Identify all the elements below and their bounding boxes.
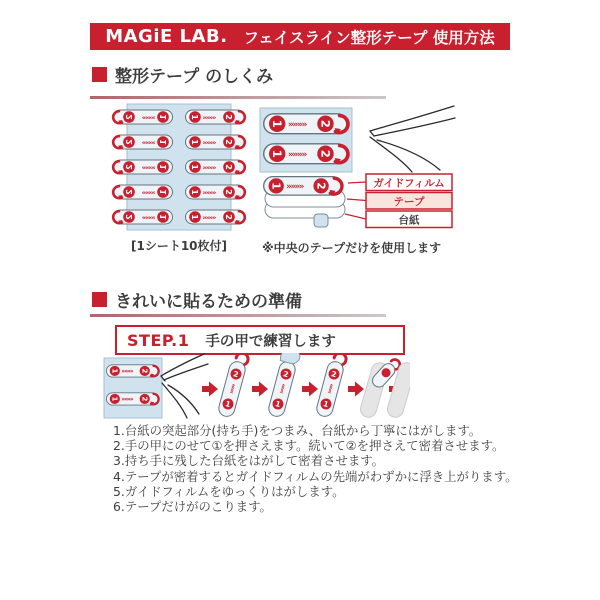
hand-illustration [370,106,455,172]
section2-divider [90,314,386,317]
tape-sheet-diagram [103,101,255,235]
header-bar [90,23,510,50]
section2-heading [92,287,302,312]
step-tape-peeled [217,353,249,418]
step1-title: 手の甲で練習します [205,333,336,350]
section1-title: 整形テープ のしくみ [115,67,274,87]
step-tape-flap [265,353,301,418]
layer-structure-diagram [258,104,456,236]
instruction-line: 4.テープが密着するとガイドフィルムの先端がわずかに浮き上がります。 [113,468,518,484]
instruction-line: 5.ガイドフィルムをゆっくりはがします。 [113,483,345,499]
label-tape: テープ [393,196,425,208]
backing-tab [314,214,328,227]
instruction-line: 6.テープだけがのこります。 [113,499,272,515]
step1-label: STEP.1 [127,330,190,350]
exploded-layers [264,174,452,228]
step-sequence-diagram [98,353,410,425]
hand-illustration [161,354,208,418]
instruction-line: 3.持ち手に残した台紙をはがして密着させます。 [113,453,385,469]
section2-title: きれいに貼るための準備 [115,292,302,312]
instruction-line: 2.手の甲にのせて①を押さえます。続いて②を押さえて密着させます。 [113,438,505,454]
brand-logo: MAGiE LAB. [105,26,228,47]
red-square-bullet-icon [92,67,107,82]
red-square-bullet-icon [92,292,107,307]
section1-divider [90,96,386,99]
step1-box [115,325,405,355]
label-guide-film: ガイドフィルム [373,177,445,190]
step-tape-pressed [315,353,347,418]
section1-heading [92,62,273,87]
sheet-caption: [1シート10枚付] [130,239,228,253]
center-tape-note: ※中央のテープだけを使用します [262,241,442,255]
label-backing: 台紙 [398,214,420,227]
instruction-line: 1.台紙の突起部分(持ち手)をつまみ、台紙から丁寧にはがします。 [113,423,482,438]
page-title: フェイスライン整形テープ 使用方法 [243,28,495,47]
instruction-list [113,423,517,514]
guide-film-layer [264,177,342,196]
